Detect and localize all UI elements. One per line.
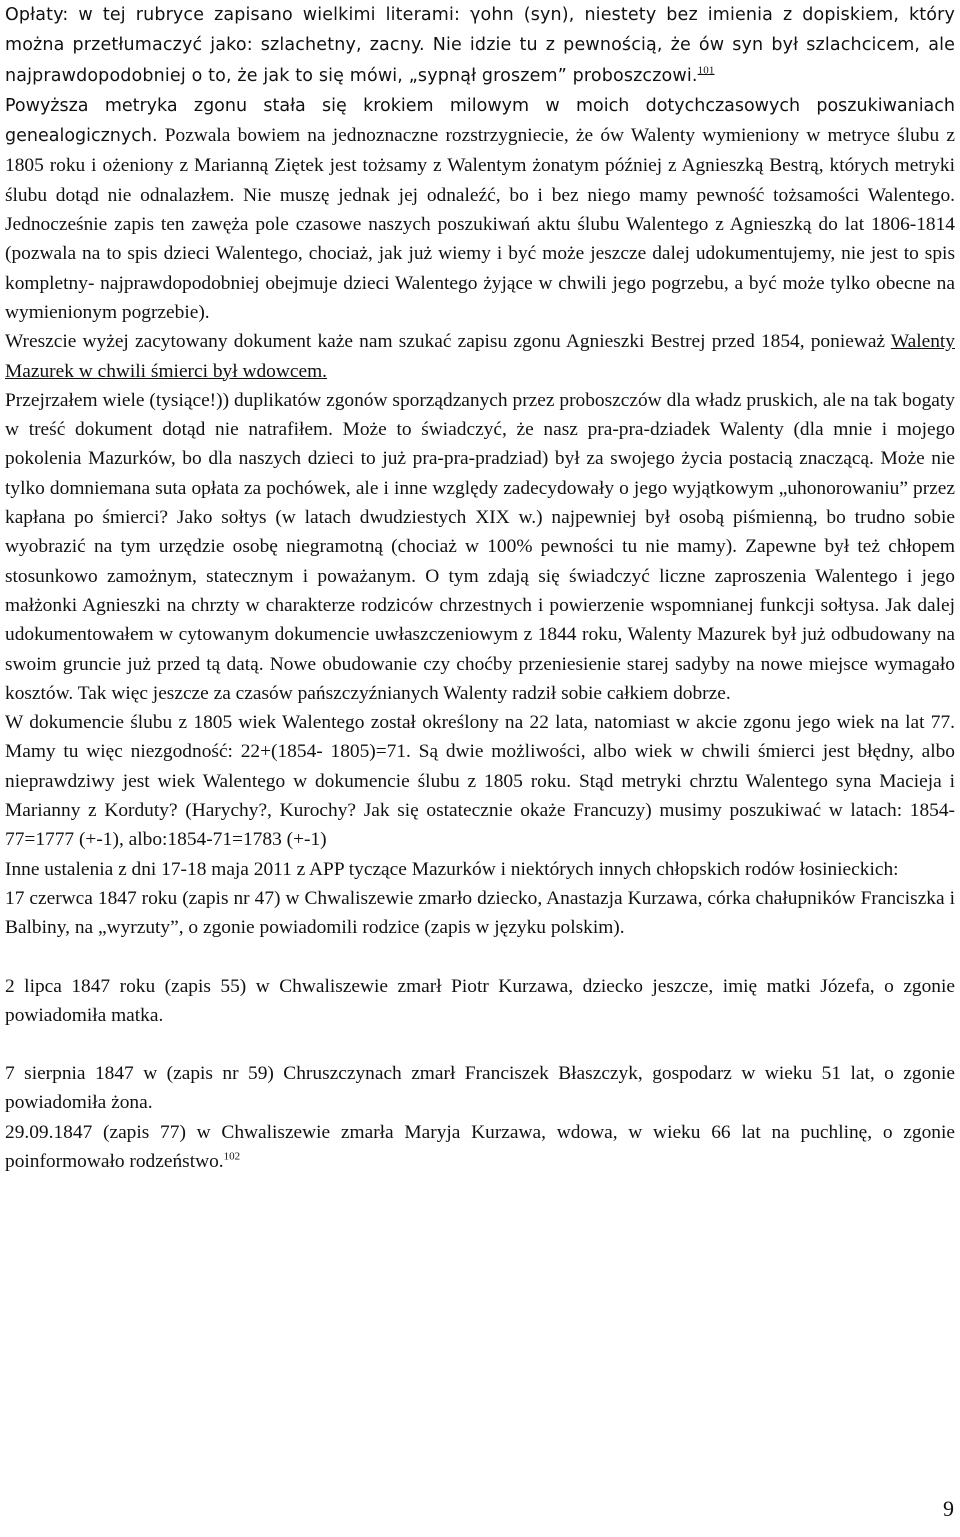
paragraph-text: W dokumencie ślubu z 1805 wiek Walentego został określony na 22 lata, natomiast w akcie zgonu jego wiek na lat 77. Mamy tu więc niezgodność: 22+(1854- 1805)=71. Są dwie możliwości, albo wiek w chwili śmierci jest błędny, albo nieprawdziwy jest wiek Walentego w dokumencie ślubu z 1805 roku. Stąd metryki chrztu Walentego syna Macieja i Marianny z Korduty? (Harychy?, Kurochy? Jak się ostatecznie okaże Francuzy) musimy poszukiwać w latach: 1854-77=1777 (+-1), albo:1854-71=1783 (+-1) [5,712,955,851]
document-page [5,0,955,1176]
paragraph-text: Przejrzałem wiele (tysiące!)) duplikatów zgonów sporządzanych przez proboszczów dla władz pruskich, ale na tak bogaty w treść dokument dotąd nie natrafiłem. Może to świadczyć, że nasz pra-pra-dziadek Walenty (dla mnie i mojego pokolenia Mazurków, bo dla naszych dzieci to już pra-pra-pradziad) był za swojego życia postacią znaczącą. Może nie tylko domniemana suta opłata za pochówek, ale i inne względy zadecydowały o jego wyjątkowym „uhonorowaniu” przez kapłana po śmierci? Jako sołtys (w latach dwudziestych XIX w.) najpewniej był osobą piśmienną, bo trudno sobie wyobrazić na tym urzędzie osobę niegramotną (chociaż w 100% pewności tu nie mamy). Zapewne był też chłopem stosunkowo zamożnym, statecznym i poważanym. O tym zdają się świadczyć liczne zaproszenia Walentego i jego małżonki Agnieszki na chrzty w charakterze rodziców chrzestnych i powierzenie wspomnianej funkcji sołtysa. Jak dalej udokumentowałem w cytowanym dokumencie uwłaszczeniowym z 1844 roku, Walenty Mazurek był już odbudowany na swoim gruncie już przed tą datą. Nowe obudowanie czy choćby przeniesienie starej sadyby na nowe miejsce wymagało kosztów. Tak więc jeszcze za czasów pańszczyźnianych Walenty radził sobie całkiem dobrze. [5,389,955,704]
paragraph-text-lead: Powyższa metryka zgonu stała się krokiem milowym w moich dotychczasowych poszukiwaniach genealogicznych. [5,95,955,147]
paragraph-text: Inne ustalenia z dni 17-18 maja 2011 z APP tyczące Mazurków i niektórych innych chłopskich rodów łosinieckich: [5,858,899,880]
paragraph-przejrzalem [5,386,955,708]
paragraph-entry-1847-07-02 [5,972,955,1031]
paragraph-entry-1847-08-07 [5,1059,955,1118]
spacer [5,943,955,972]
footnote-ref-101[interactable]: 101 [697,64,715,77]
paragraph-metryka [5,91,955,327]
spacer [5,1030,955,1059]
paragraph-text: 7 sierpnia 1847 w (zapis nr 59) Chruszczynach zmarł Franciszek Błaszczyk, gospodarz w wieku 51 lat, o zgonie powiadomiła żona. [5,1063,955,1114]
paragraph-entry-1847-09-29 [5,1118,955,1177]
footnote-ref-102[interactable]: 102 [223,1150,241,1163]
paragraph-text: 29.09.1847 (zapis 77) w Chwaliszewie zmarła Maryja Kurzawa, wdowa, w wieku 66 lat na puchlinę, o zgonie poinformowało rodzeństwo. [5,1121,955,1172]
paragraph-dokument-slubu [5,708,955,854]
paragraph-text: 17 czerwca 1847 roku (zapis nr 47) w Chwaliszewie zmarło dziecko, Anastazja Kurzawa, córka chałupników Franciszka i Balbiny, na „wyrzuty”, o zgonie powiadomili rodzice (zapis w języku polskim). [5,887,955,939]
paragraph-wreszcie [5,327,955,386]
paragraph-text: 2 lipca 1847 roku (zapis 55) w Chwaliszewie zmarł Piotr Kurzawa, dziecko jeszcze, imię matki Józefa, o zgonie powiadomiła matka. [5,975,955,1026]
paragraph-oplaty [5,0,955,91]
underlined-text: Walenty Mazurek w chwili śmierci był wdowcem. [5,331,955,382]
paragraph-text: Wreszcie wyżej zacytowany dokument każe nam szukać zapisu zgonu Agnieszki Bestrej przed 1854, ponieważ [5,331,891,353]
page-number: 9 [943,1496,954,1521]
paragraph-text: Pozwala bowiem na jednoznaczne rozstrzygniecie, że ów Walenty wymieniony w metryce ślubu z 1805 roku i ożeniony z Marianną Ziętek jest tożsamy z Walentym żonatym później z Agnieszką Bestrą, których metryki ślubu dotąd nie odnalazłem. Nie muszę jednak jej odnaleźć, bo i bez niego mamy pewność tożsamości Walentego. Jednocześnie zapis ten zawęża pole czasowe naszych poszukiwań aktu ślubu Walentego z Agnieszką do lat 1806-1814 (pozwala na to spis dzieci Walentego, chociaż, jak już wiemy i być może jeszcze dalej udokumentujemy, nie jest to spis kompletny- najprawdopodobniej obejmuje dzieci Walentego żyjące w chwili jego pogrzebu, a być może tylko obecne na wymienionym pogrzebie). [5,125,955,323]
paragraph-inne-ustalenia [5,855,955,884]
paragraph-text: Opłaty: w tej rubryce zapisano wielkimi literami: γohn (syn), niestety bez imienia z dopiskiem, który można przetłumaczyć jako: szlachetny, zacny. Nie idzie tu z pewnością, że ów syn był szlachcicem, ale najprawdopodobniej o to, że jak to się mówi, „sypnął groszem” proboszczowi. [5,5,955,86]
paragraph-entry-1847-06-17 [5,884,955,943]
